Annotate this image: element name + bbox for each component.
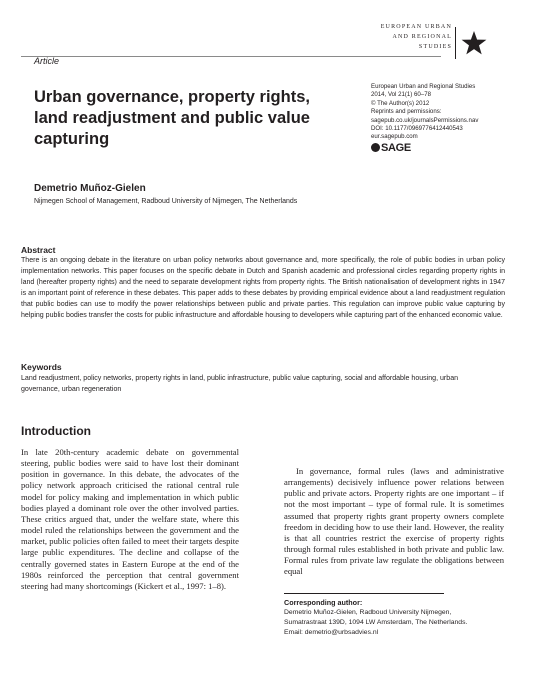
correspondence-details <box>284 608 514 637</box>
author-affiliation: Nijmegen School of Management, Radboud University of Nijmegen, The Netherlands <box>34 198 298 205</box>
keywords-text: Land readjustment, policy networks, property rights in land, public infrastructure, public value capturing, social and affordable housing, urban governance, urban regeneration <box>21 375 459 393</box>
journal-url[interactable]: eur.sagepub.com <box>371 133 418 141</box>
abstract-text: There is an ongoing debate in the literature on urban policy networks about governance and, more specifically, the role of public bodies in urban policy implementation networks. This paper focuses on the specific debate in Dutch and Spanish academic and professional circles regarding property rights in land (hereafter property rights) and the need to separate development rights from property rights. The British nationalisation of development rights in 1947 is an important point of reference in these debates. This paper adds to these debates by providing empirical evidence about a land readjustment regulation that public bodies can use to modify the power relationships between public and private parties. This regulation can improve public value capturing by helping public bodies transfer the costs for public infrastructure and affordable housing to developers while capturing part of the enhanced economic value. <box>21 257 505 319</box>
permissions-link[interactable]: sagepub.co.uk/journalsPermissions.nav <box>371 116 479 124</box>
star-icon <box>461 31 487 55</box>
abstract-heading: Abstract <box>21 245 56 255</box>
header-rule <box>21 56 441 57</box>
journal-name: European Urban and Regional Studies <box>371 83 476 90</box>
reprints-label: Reprints and permissions: <box>371 108 442 116</box>
author-name: Demetrio Muñoz-Gielen <box>34 183 146 194</box>
sage-circle-icon <box>371 143 380 152</box>
logo-divider <box>455 27 456 59</box>
correspondence-line: Sumatrastraat 139D, 1094 LW Amsterdam, The Netherlands. <box>284 618 468 626</box>
copyright: © The Author(s) 2012 <box>371 99 430 107</box>
volume-info: 2014, Vol 21(1) 60–78 <box>371 91 431 99</box>
correspondence-heading: Corresponding author: <box>284 598 363 607</box>
journal-logo-line: AND REGIONAL <box>392 34 452 40</box>
body-paragraph: In late 20th-century academic debate on governmental steering, public bodies were said to have lost their dominant position in governance. In this debate, the advocates of the policy network approach criticised the rational central rule model for policy making and implementation in which public bodies played a dominant role over the other involved parties. These critics argued that, under the welfare state, where this model ruled the relationships between the government and the market, public policies often failed to meet their targets despite large public expenditures. The decline and collapse of the centrally governed states in Eastern Europe at the end of the 1980s reinforced the perception that central government steering had many shortcomings (Kickert et al., 1997: 1–8). <box>21 447 239 591</box>
keywords-heading: Keywords <box>21 362 62 372</box>
introduction-heading: Introduction <box>21 424 91 438</box>
correspondence-line: Demetrio Muñoz-Gielen, Radboud University Nijmegen, <box>284 609 452 616</box>
journal-logo-line: EUROPEAN URBAN <box>380 24 452 30</box>
body-paragraph: In governance, formal rules (laws and administrative arrangements) decisively influence power relations between public and private actors. Property rights are one important – if not the most important – type of formal rule. It is sometimes assumed that property rights grant property owners complete freedom in deciding how to use their land. However, the reality is that all countries restrict the exercise of property rights through formal rules established in both private and public law. Formal rules from private law regulate the obligations between equal <box>284 466 504 577</box>
correspondence-rule <box>284 593 444 594</box>
introduction-right-column <box>284 466 504 578</box>
journal-logo <box>372 22 452 52</box>
introduction-left-column <box>21 447 239 592</box>
journal-logo-line: STUDIES <box>418 44 452 50</box>
sage-logo: SAGE <box>371 142 411 154</box>
paper-title: Urban governance, property rights, land readjustment and public value capturing <box>34 88 310 148</box>
correspondence-email[interactable]: Email: demetrio@urbsadvies.nl <box>284 628 379 636</box>
doi[interactable]: DOI: 10.1177/0969776412440543 <box>371 125 463 133</box>
publication-info <box>371 83 478 142</box>
article-type-label: Article <box>34 56 60 66</box>
